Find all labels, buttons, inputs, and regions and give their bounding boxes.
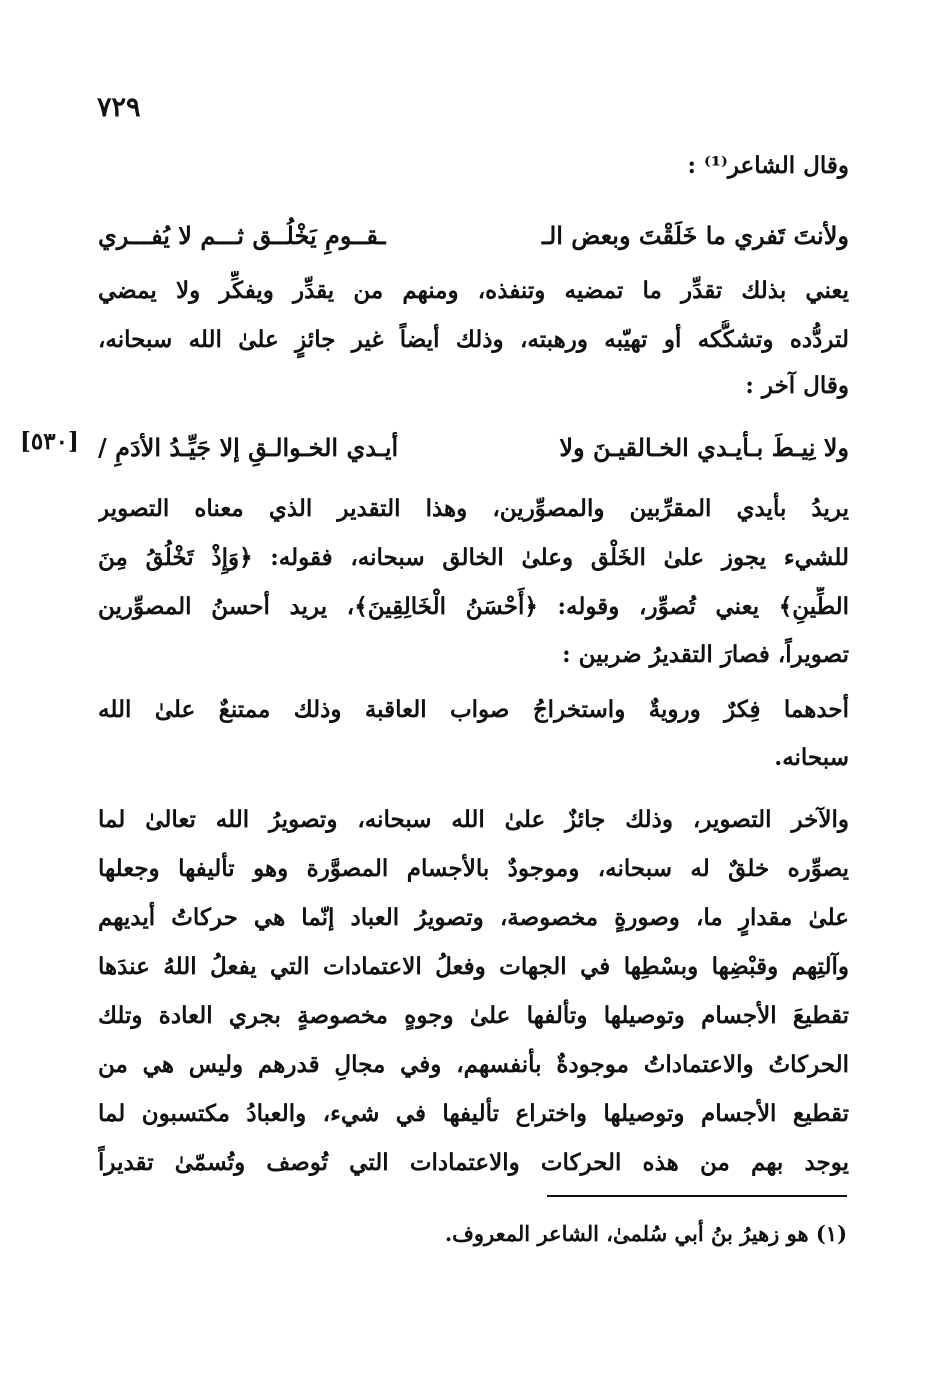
verse-2 [98,426,849,470]
para2-line: الطِّينِ﴾ يعني تُصوِّر، وقوله: ﴿أَحْسَنُ الْخَالِقِينَ﴾، يريد أحسنُ المصوِّرين [98,593,849,620]
para4-line: يوجد بهم من هذه الحركات والاعتمادات التي تُوصف وتُسمّىٰ تقديراً [98,1149,849,1176]
para4-line: يصوِّره خلقٌ له سبحانه، وموجودٌ بالأجسام المصوَّرة وهو تأليفها وجعلها [98,855,849,882]
para4-line: علىٰ مقدارٍ ما، وصورةٍ مخصوصة، وتصويرُ العباد إنّما هي حركاتُ أيديهم [98,904,849,931]
para3-line: أحدهما فِكرٌ ورويةٌ واستخراجُ صواب العاقبة وذلك ممتنعٌ علىٰ الله [98,696,849,723]
verse-1-first-hemistich: ولأنتَ تَفري ما خَلَقْتَ وبعض الـ [541,221,849,250]
para4-line: وآلتِهم وقبْضِها وبسْطِها في الجهات وفعلُ الاعتمادات التي يفعلُ اللهُ عندَها [98,953,849,980]
para1-line: وقال آخر : [745,372,849,399]
margin-page-reference: [٥٣٠] [20,428,79,455]
poem-intro: وقال الشاعر⁽¹⁾ : [687,152,849,179]
para4-line: تقطيعَ الأجسام وتوصيلها وتألفها علىٰ وجوهٍ مخصوصةٍ بجري العادة وتلك [98,1002,849,1029]
verse-2-second-hemistich: أيـدي الخـوالـقِ إلا جَيِّـدُ الأدَمِ / [98,433,399,462]
para2-line: تصويراً، فصارَ التقديرُ ضربين : [562,641,849,668]
para4-line: الحركاتُ والاعتماداتُ موجودةٌ بأنفسهم، وفي مجالِ قدرهم وليس هي من [98,1051,849,1078]
para4-line: تقطيع الأجسام وتوصيلها واختراع تأليفها في شيء، والعبادُ مكتسبون لما [98,1100,849,1127]
para3-line: سبحانه. [774,744,849,771]
para2-line: يريدُ بأيدي المقرِّبين والمصوِّرين، وهذا التقدير الذي معناه التصوير [98,495,849,522]
footnote-separator [547,1195,847,1197]
verse-2-first-hemistich: ولا نِيـطَ بـأيـدي الخـالقيـنَ ولا [559,433,849,462]
page-number: ٧٢٩ [97,92,141,123]
para2-line: للشيء يجوز علىٰ الخَلْق وعلىٰ الخالق سبحانه، فقوله: ﴿وَإِذْ تَخْلُقُ مِنَ [98,544,849,571]
para1-line: لتردُّده وتشكُّكه أو تهيّبه ورهبته، وذلك أيضاً غير جائزٍ علىٰ الله سبحانه، [98,326,849,353]
para4-line: والآخر التصوير، وذلك جائزٌ علىٰ الله سبحانه، وتصويرُ الله تعالىٰ لما [98,806,849,833]
footnote: (١) هو زهيرُ بنُ أبي سُلمىٰ، الشاعر المعروف. [444,1221,847,1246]
verse-1-second-hemistich: ـقــومِ يَخْلُــق ثـــم لا يُفـــري [98,221,386,250]
para1-line: يعني بذلك تقدِّر ما تمضيه وتنفذه، ومنهم من يقدِّر ويفكِّر ولا يمضي [98,277,849,304]
verse-1 [98,214,849,258]
